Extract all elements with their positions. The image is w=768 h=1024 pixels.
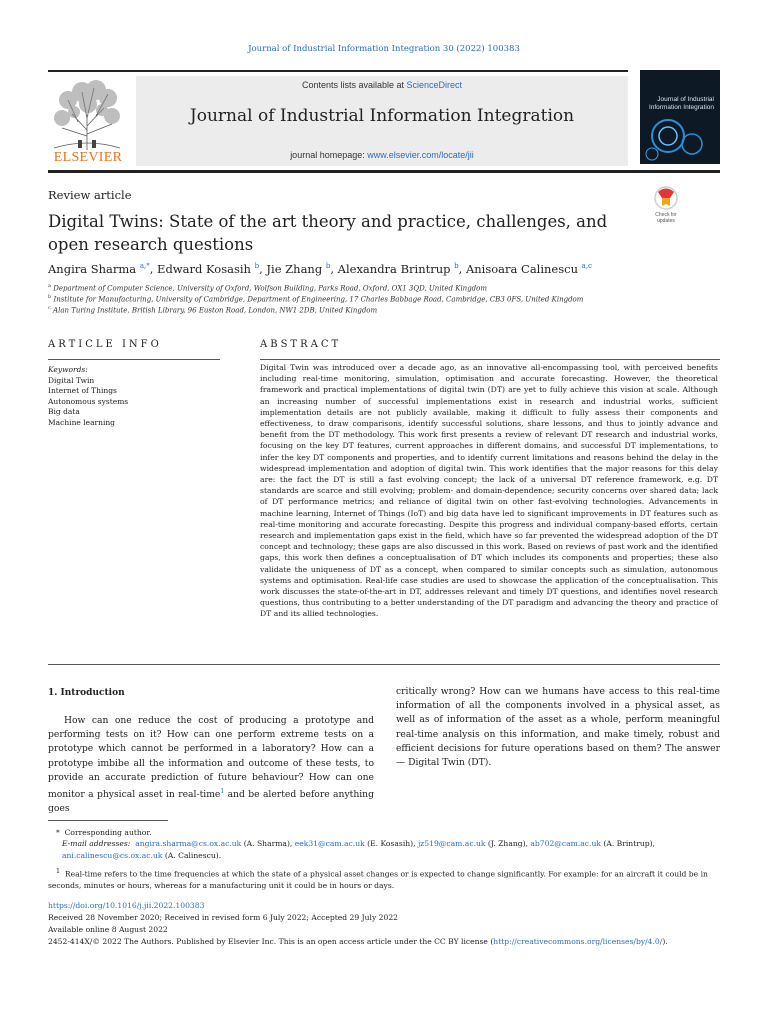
email-link[interactable]: angira.sharma@cs.ox.ac.uk: [135, 839, 242, 848]
journal-masthead: [48, 70, 720, 172]
email-addresses: E-mail addresses: angira.sharma@cs.ox.ac.uk (A. Sharma), eek31@cam.ac.uk (E. Kosasih), jz519@cam.ac.uk (J. Zhang), ab702@cam.ac.uk (A. Brintrup), ani.calinescu@cs.ox.ac.uk (A. Calinescu).: [62, 839, 656, 860]
author-3[interactable]: Jie Zhang $^b$: [266, 262, 331, 276]
email-link[interactable]: ab702@cam.ac.uk: [530, 839, 601, 848]
cover-title: Journal of Industrial Information Integration: [648, 96, 714, 111]
contents-prefix: Contents lists available at: [301, 80, 407, 90]
keyword: Autonomous systems: [48, 396, 129, 406]
email-link[interactable]: eek31@cam.ac.uk: [294, 839, 365, 848]
license-line: 2452-414X/© 2022 The Authors. Published by Elsevier Inc. This is an open access article under the CC BY license (http://creativecommons.org/licenses/by/4.0/).: [48, 937, 668, 946]
email-link[interactable]: jz519@cam.ac.uk: [417, 839, 486, 848]
journal-title: Journal of Industrial Information Integration: [189, 106, 575, 126]
sciencedirect-link[interactable]: ScienceDirect: [406, 80, 463, 90]
author-list: Angira Sharma $^{a,*}$, Edward Kosasih $^b$, Jie Zhang $^b$, Alexandra Brintrup $^b$, Anisoara Calinescu $^{a,c}$: [48, 262, 592, 276]
journal-header-box: [136, 76, 628, 166]
masthead-top-rule: [48, 70, 628, 72]
homepage-line: [136, 150, 628, 160]
body-left-column: How can one reduce the cost of producing a prototype and performing tests on it? How can one perform extreme tests on a prototype which cannot be performed in a laboratory? How can a prototype imbibe all the information and outcome of these tests, to provide an accurate prediction of future behaviour? How can one monitor a physical asset in real-time$^1$ and be alerted before anything goes: [48, 715, 374, 815]
homepage-prefix: journal homepage:: [290, 150, 368, 160]
article-info-heading: ARTICLE INFO: [48, 339, 162, 350]
received-dates: Received 28 November 2020; Received in revised form 6 July 2022; Accepted 29 July 2022: [48, 913, 398, 922]
author-1[interactable]: Angira Sharma $^{a,*}$: [48, 262, 150, 276]
email-link[interactable]: ani.calinescu@cs.ox.ac.uk: [62, 850, 163, 860]
keyword: Internet of Things: [48, 386, 117, 396]
abstract-rule: [260, 359, 720, 360]
corresponding-author-note: * Corresponding author.: [56, 828, 152, 837]
journal-cover-image: [640, 70, 720, 164]
journal-citation[interactable]: Journal of Industrial Information Integration 30 (2022) 100383: [248, 44, 520, 54]
author-5[interactable]: Anisoara Calinescu $^{a,c}$: [465, 262, 592, 276]
keyword: Machine learning: [48, 417, 115, 427]
author-4[interactable]: Alexandra Brintrup $^b$: [337, 262, 459, 276]
check-updates-label: Check for updates: [655, 212, 677, 224]
article-type: Review article: [48, 188, 132, 202]
introduction-heading: 1. Introduction: [48, 688, 125, 698]
elsevier-wordmark: ELSEVIER: [53, 150, 123, 165]
masthead-bottom-rule: [48, 170, 720, 173]
affiliation-c: $^c$ Alan Turing Institute, British Library, 96 Euston Road, London, NW1 2DB, United Kingdom: [48, 305, 378, 315]
contents-line: [136, 80, 628, 90]
keyword: Big data: [48, 407, 80, 417]
keyword: Digital Twin: [48, 375, 95, 385]
affiliation-a: $^a$ Department of Computer Science, University of Oxford, Wolfson Building, Parks Road, Oxford, OX1 3QD, United Kingdom: [48, 283, 488, 293]
footnote-rule: [48, 820, 168, 821]
abstract-bottom-rule: [48, 664, 720, 665]
keywords-label: Keywords:: [48, 365, 88, 374]
doi-link[interactable]: https://doi.org/10.1016/j.jii.2022.100383: [48, 901, 205, 910]
available-online: Available online 8 August 2022: [48, 925, 168, 934]
check-for-updates-badge[interactable]: [644, 184, 688, 230]
license-link[interactable]: http://creativecommons.org/licenses/by/4.0/: [493, 937, 663, 946]
body-right-column: critically wrong? How can we humans have access to this real-time information of all the components involved in a physical asset, as well as of information of the asset as a whole, perform meaningful real-time analysis on this information, and make timely, robust and efficient decisions for future operations based on them? The answer — Digital Twin (DT).: [396, 686, 720, 769]
footnote-ref-1[interactable]: 1: [220, 788, 225, 796]
journal-homepage-link[interactable]: www.elsevier.com/locate/jii: [367, 150, 474, 160]
author-2[interactable]: Edward Kosasih $^b$: [157, 262, 260, 276]
keywords-block: [48, 365, 220, 429]
affiliation-b: $^b$ Institute for Manufacturing, University of Cambridge, Department of Engineering, 17 Charles Babbage Road, Cambridge, CB3 0FS, United Kingdom: [48, 294, 584, 304]
abstract-text: Digital Twin was introduced over a decade ago, as an innovative all-encompassing tool, with perceived benefits including real-time monitoring, simulation, optimisation and accurate forecasting. However, the theoretical framework and practical implementations of digital twin (DT) are yet to fully achieve this vision at scale. Although an increasing number of successful implementations exist in research and industrial works, sufficient implementation details are not publicly available, making it difficult to fully assess their components and effectiveness, to draw comparisons, identify successful solutions, share lessons, and thus to jointly advance and benefit from the DT methodology. This work first presents a review of relevant DT research and industrial works, focusing on the key DT features, current approaches in different domains, and successful DT implementations, to infer the key DT components and properties, and to identify current limitations and reasons behind the delay in the widespread implementation and adoption of digital twin. This work identifies that the major reasons for this delay are: the fact the DT is still a fast evolving concept; the lack of a universal DT reference framework, e.g. DT standards are scarce and still evolving; problem- and domain-dependence; security concerns over shared data; lack of DT performance metrics; and reliance of digital twin on other fast-evolving technologies. Advancements in machine learning, Internet of Things (IoT) and big data have led to significant improvements in DT features such as real-time monitoring and accurate forecasting. Despite this progress and individual company-based efforts, certain research and implementation gaps exist in the field, which have so far prevented the widespread adoption of the DT concept and technology; these gaps are also discussed in this work. Based on reviews of past work and the identified gaps, this work then defines a conceptualisation of DT which includes its components and properties; these also validate the uniqueness of DT as a concept, when compared to similar concepts such as simulation, autonomous systems and optimisation. Real-life case studies are used to showcase the application of the conceptualisation. This work discusses the state-of-the-art in DT, addresses relevant and timely DT questions, and identifies novel research questions, thus contributing to a better understanding of the DT paradigm and advancing the theory and practice of DT and its allied technologies.: [260, 363, 718, 619]
paper-title: Digital Twins: State of the art theory and practice, challenges, and open research questions: [48, 212, 608, 254]
footnote-1: $^1$ Real-time refers to the time frequencies at which the state of a physical asset changes or is expected to change significantly. For example: for an aircraft it could be in seconds, minutes or hours, whereas for a manufacturing unit it could be in hours or days.: [48, 868, 708, 891]
article-info-rule: [48, 359, 220, 360]
abstract-heading: ABSTRACT: [260, 339, 342, 350]
